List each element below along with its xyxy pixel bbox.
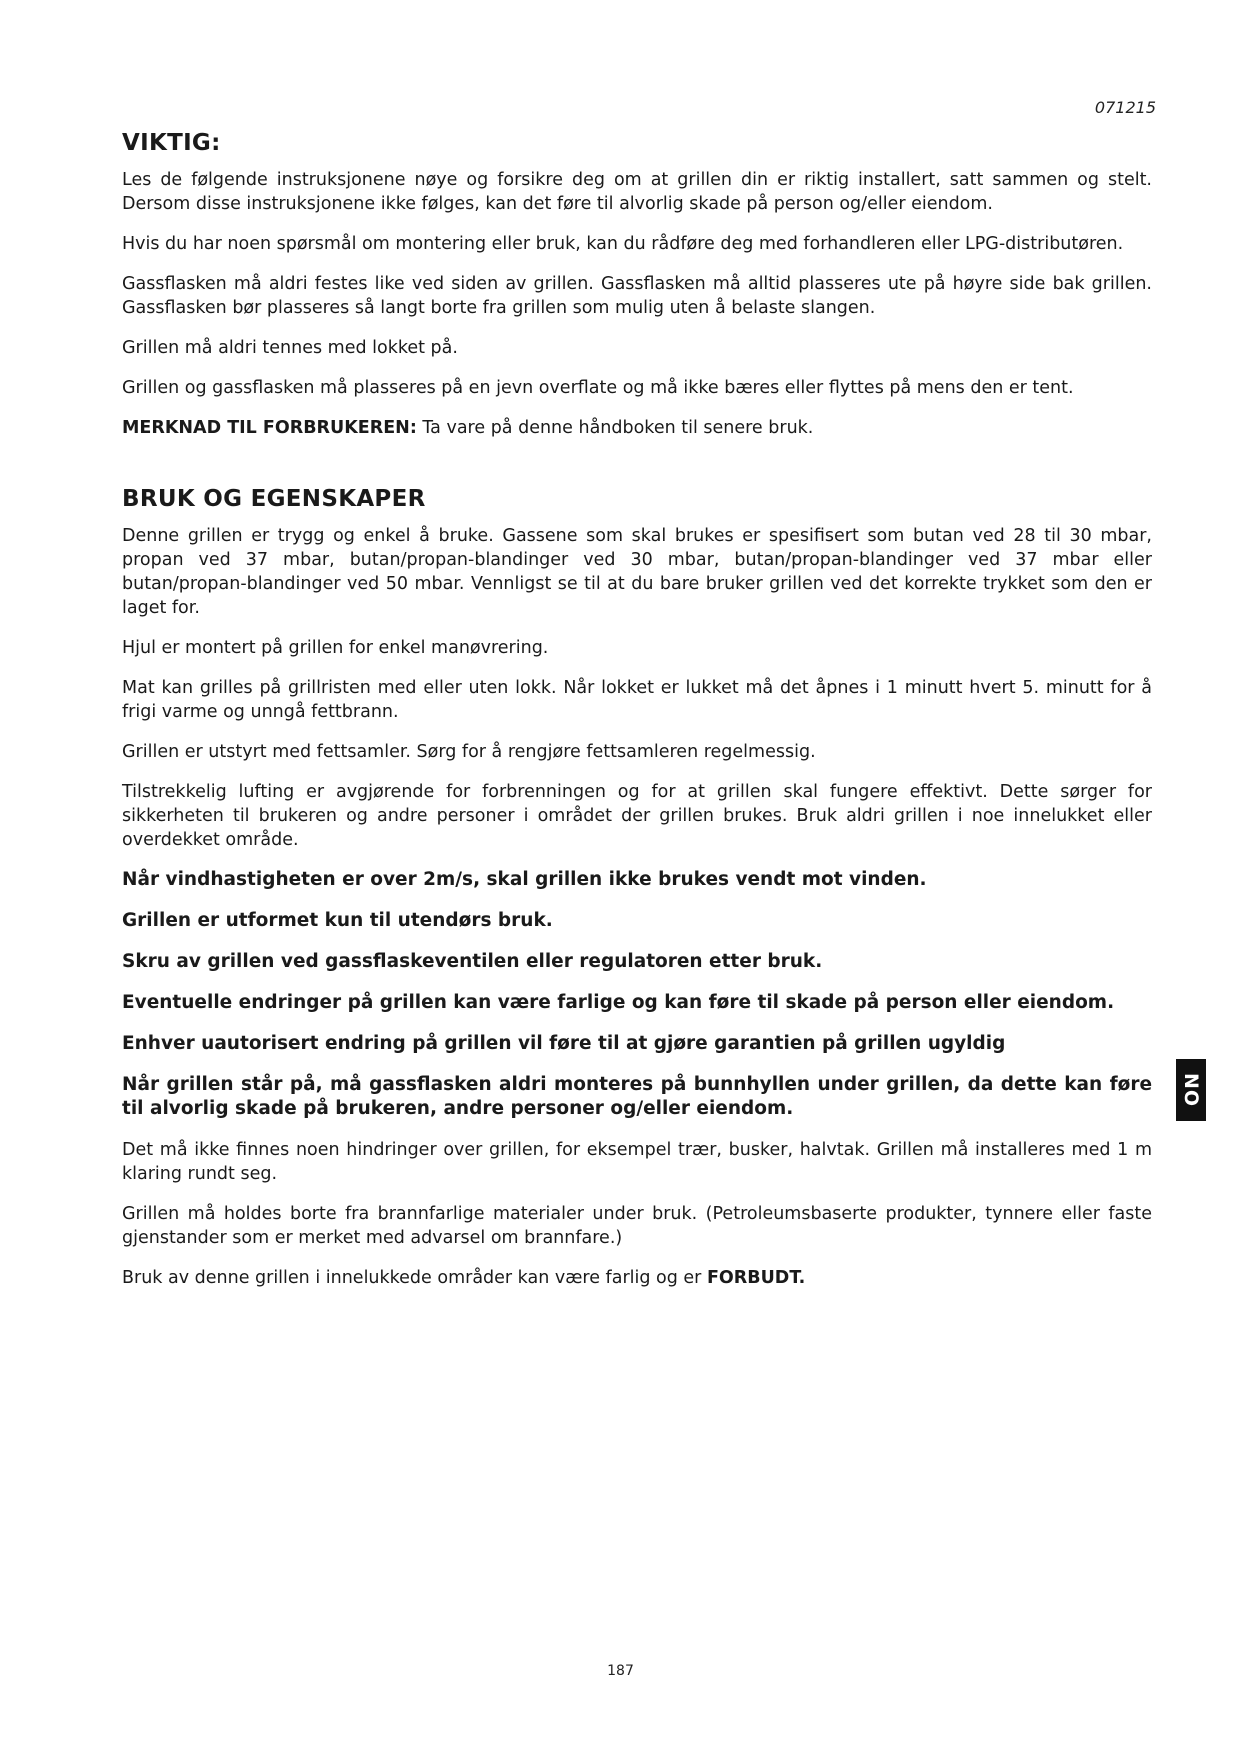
consumer-note-text: Ta vare på denne håndboken til senere bruk.: [416, 418, 814, 438]
consumer-note-label: MERKNAD TIL FORBRUKEREN:: [122, 418, 417, 438]
paragraph: Denne grillen er trygg og enkel å bruke. Gassene som skal brukes er spesifisert som butan ved 28 til 30 mbar, propan ved 37 mbar, butan/propan-blandinger ved 30 mbar, butan/propan-blandinger ved 37 mbar eller butan/propan-blandinger ved 50 mbar. Vennligst se til at du bare bruker grillen ved det korrekte trykket som den er laget for.: [122, 526, 1152, 618]
paragraph: Grillen må holdes borte fra brannfarlige materialer under bruk. (Petroleumsbaserte produkter, tynnere eller faste gjenstander som er merket med advarsel om brannfare.): [122, 1204, 1152, 1248]
warning-line: Når vindhastigheten er over 2m/s, skal grillen ikke brukes vendt mot vinden.: [122, 869, 927, 890]
paragraph: Det må ikke finnes noen hindringer over grillen, for eksempel trær, busker, halvtak. Grillen må installeres med 1 m klaring rundt seg.: [122, 1140, 1152, 1184]
warning-line: Grillen er utformet kun til utendørs bruk.: [122, 910, 553, 931]
paragraph: Gassflasken må aldri festes like ved siden av grillen. Gassflasken må alltid plasseres ute på høyre side bak grillen. Gassflasken bør plasseres så langt borte fra grillen som mulig uten å belaste slangen.: [122, 274, 1152, 318]
warning-line: Når grillen står på, må gassflasken aldri monteres på bunnhyllen under grillen, da dette kan føre til alvorlig skade på brukeren, andre personer og/eller eiendom.: [122, 1074, 1152, 1119]
document-code: 071215: [1094, 98, 1156, 117]
paragraph: Grillen er utstyrt med fettsamler. Sørg for å rengjøre fettsamleren regelmessig.: [122, 742, 816, 762]
section-title-bruk: BRUK OG EGENSKAPER: [122, 486, 426, 512]
language-tab: [1176, 1059, 1206, 1121]
paragraph: Mat kan grilles på grillristen med eller uten lokk. Når lokket er lukket må det åpnes i 1 minutt hvert 5. minutt for å frigi varme og unngå fettbrann.: [122, 678, 1152, 722]
consumer-note: [122, 416, 1152, 440]
warning-line: Skru av grillen ved gassflaskeventilen eller regulatoren etter bruk.: [122, 951, 823, 972]
paragraph: Hjul er montert på grillen for enkel manøvrering.: [122, 638, 549, 658]
warning-line: Enhver uautorisert endring på grillen vil føre til at gjøre garantien på grillen ugyldig: [122, 1033, 1006, 1054]
final-paragraph: [122, 1266, 1152, 1290]
paragraph: Les de følgende instruksjonene nøye og forsikre deg om at grillen din er riktig installert, satt sammen og stelt. Dersom disse instruksjonene ikke følges, kan det føre til alvorlig skade på person og/eller eiendom.: [122, 170, 1152, 214]
page-content: [122, 130, 1152, 1306]
page-number: 187: [607, 1663, 634, 1679]
section-title-viktig: VIKTIG:: [122, 130, 221, 156]
language-tab-label: NO: [1180, 1072, 1202, 1108]
paragraph: Grillen og gassflasken må plasseres på en jevn overflate og må ikke bæres eller flyttes på mens den er tent.: [122, 378, 1074, 398]
warning-line: Eventuelle endringer på grillen kan være farlige og kan føre til skade på person eller eiendom.: [122, 992, 1115, 1013]
paragraph: Tilstrekkelig lufting er avgjørende for forbrenningen og for at grillen skal fungere effektivt. Dette sørger for sikkerheten til brukeren og andre personer i området der grillen brukes. Bruk aldri grillen i noe innelukket eller overdekket område.: [122, 782, 1152, 850]
final-text: Bruk av denne grillen i innelukkede områder kan være farlig og er: [122, 1268, 707, 1288]
forbudt-label: FORBUDT.: [706, 1268, 806, 1288]
paragraph: Hvis du har noen spørsmål om montering eller bruk, kan du rådføre deg med forhandleren eller LPG-distributøren.: [122, 234, 1124, 254]
paragraph: Grillen må aldri tennes med lokket på.: [122, 338, 458, 358]
